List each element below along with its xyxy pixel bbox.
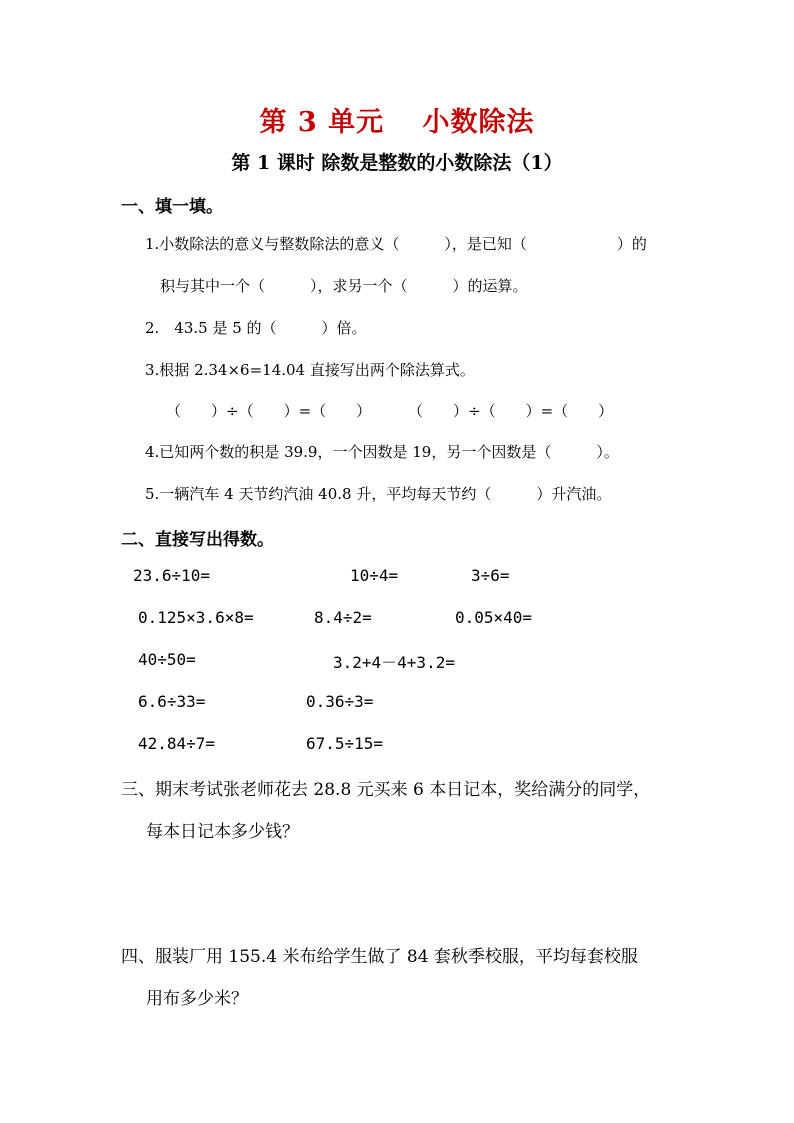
section-1-heading: 一、填一填。 (121, 197, 223, 217)
question-4: 4.已知两个数的积是 39.9，一个因数是 19，另一个因数是（ ）。 (145, 443, 619, 461)
calc-item: 40÷50= (138, 650, 196, 669)
question-1-line-2: 积与其中一个（ ），求另一个（ ）的运算。 (160, 277, 528, 295)
calc-item: 10÷4= (350, 566, 399, 585)
question-3: 3.根据 2.34×6=14.04 直接写出两个除法算式。 (145, 361, 475, 379)
calc-item: 67.5÷15= (306, 734, 384, 753)
section-2-heading: 二、直接写出得数。 (121, 530, 274, 550)
calc-item: 0.05×40= (455, 608, 533, 627)
page-title: 第 3 单元 小数除法 (259, 107, 535, 138)
problem-3-line-1: 三、期末考试张老师花去 28.8 元买来 6 本日记本，奖给满分的同学， (121, 780, 651, 800)
question-3-answer-b: （ ）÷（ ）=（ ） (408, 402, 614, 420)
problem-4-line-2: 用布多少米？ (146, 989, 248, 1009)
calc-item: 42.84÷7= (138, 734, 216, 753)
question-2: 2. 43.5 是 5 的（ ）倍。 (145, 319, 367, 337)
calc-item: 3.2+4－4+3.2= (333, 653, 455, 672)
question-5: 5.一辆汽车 4 天节约汽油 40.8 升，平均每天节约（ ）升汽油。 (145, 485, 612, 503)
calc-item: 8.4÷2= (314, 608, 372, 627)
calc-item: 3÷6= (471, 566, 510, 585)
lesson-subtitle: 第 1 课时 除数是整数的小数除法（1） (231, 152, 563, 174)
calc-item: 6.6÷33= (138, 692, 206, 711)
problem-3-line-2: 每本日记本多少钱？ (146, 822, 299, 842)
problem-4-line-1: 四、服装厂用 155.4 米布给学生做了 84 套秋季校服，平均每套校服 (121, 947, 638, 967)
calc-item: 0.36÷3= (306, 692, 374, 711)
calc-item: 23.6÷10= (133, 566, 211, 585)
calc-item: 0.125×3.6×8= (138, 608, 254, 627)
question-1-line-1: 1.小数除法的意义与整数除法的意义（ ），是已知（ ）的 (145, 235, 647, 253)
question-3-answer-a: （ ）÷（ ）=（ ） (166, 402, 372, 420)
